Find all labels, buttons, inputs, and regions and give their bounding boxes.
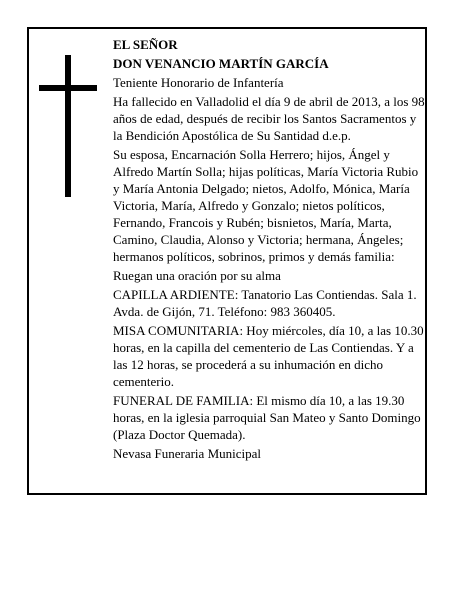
funeral-home: Nevasa Funeraria Municipal	[113, 446, 262, 461]
heading-el-senor: EL SEÑOR	[113, 37, 178, 52]
deceased-rank: Teniente Honorario de Infantería	[113, 75, 284, 90]
death-announcement: Ha fallecido en Valladolid el día 9 de abril de 2013, a los 98 años de edad, después de recibir los Santos Sacramentos y la Bendición Apostólica de Su Santidad d.e.p.	[113, 94, 425, 143]
cross-horizontal-bar	[39, 85, 97, 91]
cross-vertical-bar	[65, 55, 71, 197]
cross-icon	[39, 55, 97, 197]
funeral-info: FUNERAL DE FAMILIA: El mismo día 10, a las 19.30 horas, en la iglesia parroquial San Mateo y Santo Domingo (Plaza Doctor Quemada).	[113, 393, 421, 442]
obituary-text	[113, 36, 425, 464]
chapel-info: CAPILLA ARDIENTE: Tanatorio Las Contiendas. Sala 1. Avda. de Gijón, 71. Teléfono: 983 360405.	[113, 287, 417, 319]
deceased-name: DON VENANCIO MARTÍN GARCÍA	[113, 56, 329, 71]
family-list: Su esposa, Encarnación Solla Herrero; hijos, Ángel y Alfredo Martín Solla; hijas políticas, María Victoria Rubio y María Antonia Delgado; nietos, Adolfo, Mónica, María Victoria, María, Alfredo y Gonzalo; nietos políticos, Fernando, Francois y Rubén; bisnietos, María, Marta, Camino, Claudia, Alonso y Victoria; hermana, Ángeles; hermanos políticos, sobrinos, primos y demás familia:	[113, 147, 419, 264]
mass-info: MISA COMUNITARIA: Hoy miércoles, día 10, a las 10.30 horas, en la capilla del cementerio de Las Contiendas. Y a las 12 horas, se procederá a su inhumación en dicho cementerio.	[113, 323, 424, 389]
prayer-request: Ruegan una oración por su alma	[113, 268, 281, 283]
